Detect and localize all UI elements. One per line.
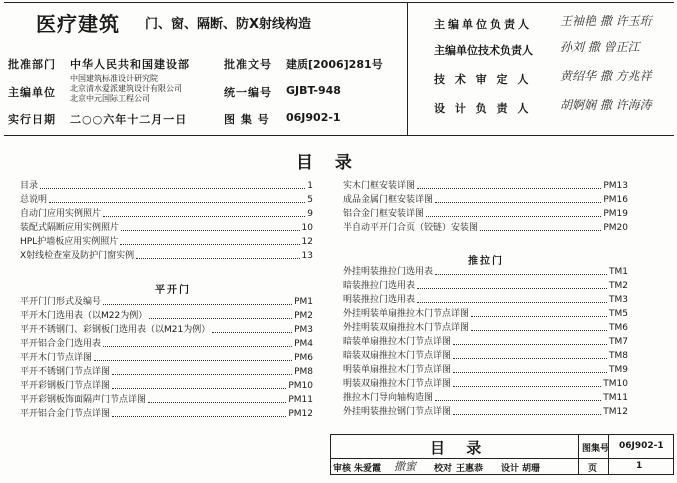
effective-date-label: 实行日期 xyxy=(8,113,56,126)
toc-entry-leader xyxy=(49,194,305,203)
toc-entry[interactable] xyxy=(20,394,313,407)
toc-entry-label: 暗装双扇推拉木门节点详图 xyxy=(343,351,452,361)
tb-atlas-label: 图集号 xyxy=(582,444,610,454)
toc-entry[interactable] xyxy=(343,364,628,377)
toc-entry-label: 平开木门节点详图 xyxy=(20,353,93,363)
toc-entry-leader xyxy=(417,280,607,289)
toc-entry-label: 外挂明装双扇推拉木门节点详图 xyxy=(343,323,470,333)
toc-entry[interactable] xyxy=(20,352,313,365)
toc-entry-label: 外挂明装单扇推拉木门节点详图 xyxy=(343,309,470,319)
toc-entry-page: 12 xyxy=(301,237,313,247)
editor-unit-2: 北京清水爱派建筑设计有限公司 xyxy=(70,84,182,93)
toc-entry[interactable] xyxy=(20,194,313,207)
toc-entry-page: TM1 xyxy=(609,267,628,277)
toc-entry-label: 总说明 xyxy=(20,195,48,205)
toc-entry-label: 铝合金门框安装详图 xyxy=(343,209,425,219)
sig-role-4: 设 计 负 责 人 xyxy=(434,102,532,115)
toc-entry-leader xyxy=(453,350,607,359)
effective-date: 二○○六年十二月一日 xyxy=(70,113,188,126)
toc-entry-label: 成品金属门框安装详图 xyxy=(343,195,434,205)
toc-entry[interactable] xyxy=(20,236,313,249)
tb-top-line xyxy=(330,434,674,435)
toc-entry-label: 平开木门选用表（以M22为例） xyxy=(20,311,148,321)
toc-entry-page: TM11 xyxy=(603,393,628,403)
toc-entry-leader xyxy=(148,394,286,403)
toc-entry-leader xyxy=(149,310,292,319)
toc-entry[interactable] xyxy=(20,408,313,421)
toc-entry[interactable] xyxy=(343,208,628,221)
toc-entry-page: PM12 xyxy=(288,409,313,419)
sig-names-3: 黄绍华 撒 方兆祥 xyxy=(560,69,652,83)
toc-entry-leader xyxy=(112,408,286,417)
toc-right-section-title: 推拉门 xyxy=(468,256,504,267)
unified-no-label: 统一编号 xyxy=(224,86,272,99)
sig-role-2: 主编单位技术负责人 xyxy=(434,44,533,57)
toc-entry-page: PM1 xyxy=(294,297,313,307)
sig-role-3: 技 术 审 定 人 xyxy=(434,73,532,86)
toc-entry-page: PM16 xyxy=(603,195,628,205)
toc-entry-page: PM19 xyxy=(603,209,628,219)
sig-names-2: 孙刘 撒 曾正江 xyxy=(560,40,640,54)
toc-entry[interactable] xyxy=(343,392,628,405)
toc-entry-leader xyxy=(417,180,601,189)
toc-entry[interactable] xyxy=(343,266,628,279)
toc-entry-page: 10 xyxy=(301,223,313,233)
header-bottom-line xyxy=(4,135,674,136)
tb-bottom-line xyxy=(330,474,674,475)
toc-entry-label: 外挂明装推拉钢门节点详图 xyxy=(343,407,452,417)
approve-doc: 建质[2006]281号 xyxy=(286,58,383,71)
atlas-no-label: 图 集 号 xyxy=(224,113,270,126)
atlas-no: 06J902-1 xyxy=(286,111,341,124)
toc-entry-label: 平开不锈钢门、彩钢板门选用表（以M21为例） xyxy=(20,325,211,335)
toc-entry-page: TM3 xyxy=(609,295,628,305)
toc-entry-page: TM5 xyxy=(609,309,628,319)
toc-entry-label: 自动门应用实例照片 xyxy=(20,209,102,219)
toc-entry-page: PM13 xyxy=(603,181,628,191)
toc-entry-page: 5 xyxy=(307,195,313,205)
toc-entry-page: TM9 xyxy=(609,365,628,375)
tb-name: 目 录 xyxy=(430,439,490,457)
toc-entry-leader xyxy=(103,208,305,217)
toc-entry-leader xyxy=(480,222,601,231)
toc-entry-label: 明装双扇推拉木门节点详图 xyxy=(343,379,452,389)
toc-entry-label: 目录 xyxy=(20,181,39,191)
toc-entry-leader xyxy=(417,294,607,303)
toc-entry-leader xyxy=(212,324,292,333)
doc-subtitle: 门、窗、隔断、防X射线构造 xyxy=(145,17,312,32)
toc-entry-page: TM10 xyxy=(603,379,628,389)
toc-entry-leader xyxy=(453,364,607,373)
toc-entry-label: 明装单扇推拉木门节点详图 xyxy=(343,365,452,375)
toc-entry-label: 平开铝合金门节点详图 xyxy=(20,409,111,419)
tb-review-label: 审核 xyxy=(333,464,352,474)
sig-names-4: 胡婀娴 撒 许海涛 xyxy=(560,98,652,112)
sig-role-1: 主编单位负责人 xyxy=(434,18,532,31)
toc-entry-page: PM3 xyxy=(294,325,313,335)
toc-entry[interactable] xyxy=(20,222,313,235)
toc-entry[interactable] xyxy=(343,280,628,293)
toc-entry-label: 平开彩钢板饰面隔声门节点详图 xyxy=(20,395,147,405)
toc-entry-page: TM2 xyxy=(609,281,628,291)
toc-entry[interactable] xyxy=(343,294,628,307)
toc-entry[interactable] xyxy=(20,366,313,379)
tb-left-line xyxy=(330,434,331,474)
toc-entry-leader xyxy=(435,266,607,275)
toc-entry-label: 装配式隔断应用实例照片 xyxy=(20,223,120,233)
toc-entry-leader xyxy=(112,366,292,375)
toc-entry-page: TM12 xyxy=(603,407,628,417)
toc-left-section-title: 平开门 xyxy=(155,285,191,296)
toc-entry-leader xyxy=(121,222,300,231)
toc-entry-page: PM10 xyxy=(288,381,313,391)
toc-entry-label: 半自动平开门合页（铰链）安装图 xyxy=(343,223,479,233)
toc-entry[interactable] xyxy=(20,208,313,221)
toc-entry[interactable] xyxy=(20,180,313,193)
doc-title: 医疗建筑 xyxy=(36,12,120,36)
toc-entry-label: 平开不锈钢门节点详图 xyxy=(20,367,111,377)
tb-right-line xyxy=(673,434,674,474)
toc-entry-leader xyxy=(120,236,299,245)
toc-entry[interactable] xyxy=(343,194,628,207)
toc-entry-page: PM6 xyxy=(294,353,313,363)
toc-entry-leader xyxy=(112,380,286,389)
toc-entry-leader xyxy=(471,308,607,317)
toc-entry-page: TM6 xyxy=(609,323,628,333)
frame-top-line xyxy=(4,2,674,3)
tb-check-name: 王惠恭 xyxy=(456,464,484,474)
toc-entry[interactable] xyxy=(343,322,628,335)
toc-entry-leader xyxy=(40,180,305,189)
toc-entry-leader xyxy=(453,378,601,387)
toc-entry[interactable] xyxy=(20,250,313,263)
editor-unit-1: 中国建筑标准设计研究院 xyxy=(70,74,158,83)
tb-divider-2 xyxy=(608,434,609,474)
toc-entry-label: 暗装单扇推拉木门节点详图 xyxy=(343,337,452,347)
toc-entry-page: PM4 xyxy=(294,339,313,349)
toc-entry-label: 暗装推拉门选用表 xyxy=(343,281,416,291)
toc-title: 目 录 xyxy=(296,153,360,173)
toc-entry-page: TM7 xyxy=(609,337,628,347)
toc-entry[interactable] xyxy=(20,380,313,393)
toc-entry[interactable] xyxy=(343,180,628,193)
toc-entry-label: 外挂明装推拉门选用表 xyxy=(343,267,434,277)
toc-entry[interactable] xyxy=(343,350,628,363)
toc-entry-page: TM8 xyxy=(609,351,628,361)
toc-entry-leader xyxy=(453,406,601,415)
toc-entry-leader xyxy=(471,322,607,331)
tb-page-value: 1 xyxy=(636,461,643,471)
editor-unit-3: 北京中元国际工程公司 xyxy=(70,94,150,103)
tb-divider-1 xyxy=(578,434,579,474)
toc-entry-page: 13 xyxy=(301,251,313,261)
toc-entry[interactable] xyxy=(20,338,313,351)
toc-entry-label: 推拉木门导向轴构造图 xyxy=(343,393,434,403)
toc-entry[interactable] xyxy=(20,324,313,337)
toc-entry-page: PM20 xyxy=(603,223,628,233)
toc-entry-leader xyxy=(136,250,299,259)
toc-entry-label: 平开门门形式及编号 xyxy=(20,297,102,307)
toc-entry-label: X射线检查室及防护门窗实例 xyxy=(20,251,135,261)
tb-design-name: 胡珊 xyxy=(522,464,541,474)
tb-review-name: 朱爱霞 xyxy=(354,464,382,474)
toc-entry[interactable] xyxy=(343,222,628,235)
editor-unit-label: 主编单位 xyxy=(8,86,56,99)
approve-dept-label: 批准部门 xyxy=(8,58,56,71)
toc-entry[interactable] xyxy=(20,296,313,309)
toc-entry-leader xyxy=(103,338,292,347)
toc-entry-label: 实木门框安装详图 xyxy=(343,181,416,191)
toc-entry-leader xyxy=(453,336,607,345)
toc-entry-label: 平开彩钢板门节点详图 xyxy=(20,381,111,391)
toc-entry-leader xyxy=(103,296,292,305)
toc-entry-leader xyxy=(94,352,292,361)
toc-entry[interactable] xyxy=(343,336,628,349)
tb-review-signature: 撒蜜 xyxy=(394,460,416,473)
tb-mid-line xyxy=(330,458,674,459)
toc-entry-page: PM2 xyxy=(294,311,313,321)
toc-entry-page: PM8 xyxy=(294,367,313,377)
toc-entry[interactable] xyxy=(20,310,313,323)
toc-entry-leader xyxy=(435,194,601,203)
toc-entry-label: HPL护墙板应用实例照片 xyxy=(20,237,119,247)
tb-check-label: 校对 xyxy=(434,464,453,474)
sig-names-1: 王袖艳 撒 许玉珩 xyxy=(560,14,652,28)
toc-entry-label: 明装推拉门选用表 xyxy=(343,295,416,305)
toc-entry-leader xyxy=(426,208,601,217)
toc-entry[interactable] xyxy=(343,406,628,419)
toc-entry[interactable] xyxy=(343,308,628,321)
toc-entry-label: 平开铝合金门选用表 xyxy=(20,339,102,349)
toc-entry-page: PM11 xyxy=(288,395,313,405)
tb-design-label: 设计 xyxy=(501,464,520,474)
unified-no: GJBT-948 xyxy=(286,84,341,97)
toc-entry-page: 9 xyxy=(307,209,313,219)
approve-doc-label: 批准文号 xyxy=(224,58,272,71)
tb-atlas-value: 06J902-1 xyxy=(619,441,664,451)
tb-page-label: 页 xyxy=(588,464,598,474)
toc-entry-page: 1 xyxy=(307,181,313,191)
toc-entry[interactable] xyxy=(343,378,628,391)
header-divider-line xyxy=(407,2,408,135)
approve-dept: 中华人民共和国建设部 xyxy=(70,58,190,71)
toc-entry-leader xyxy=(435,392,601,401)
